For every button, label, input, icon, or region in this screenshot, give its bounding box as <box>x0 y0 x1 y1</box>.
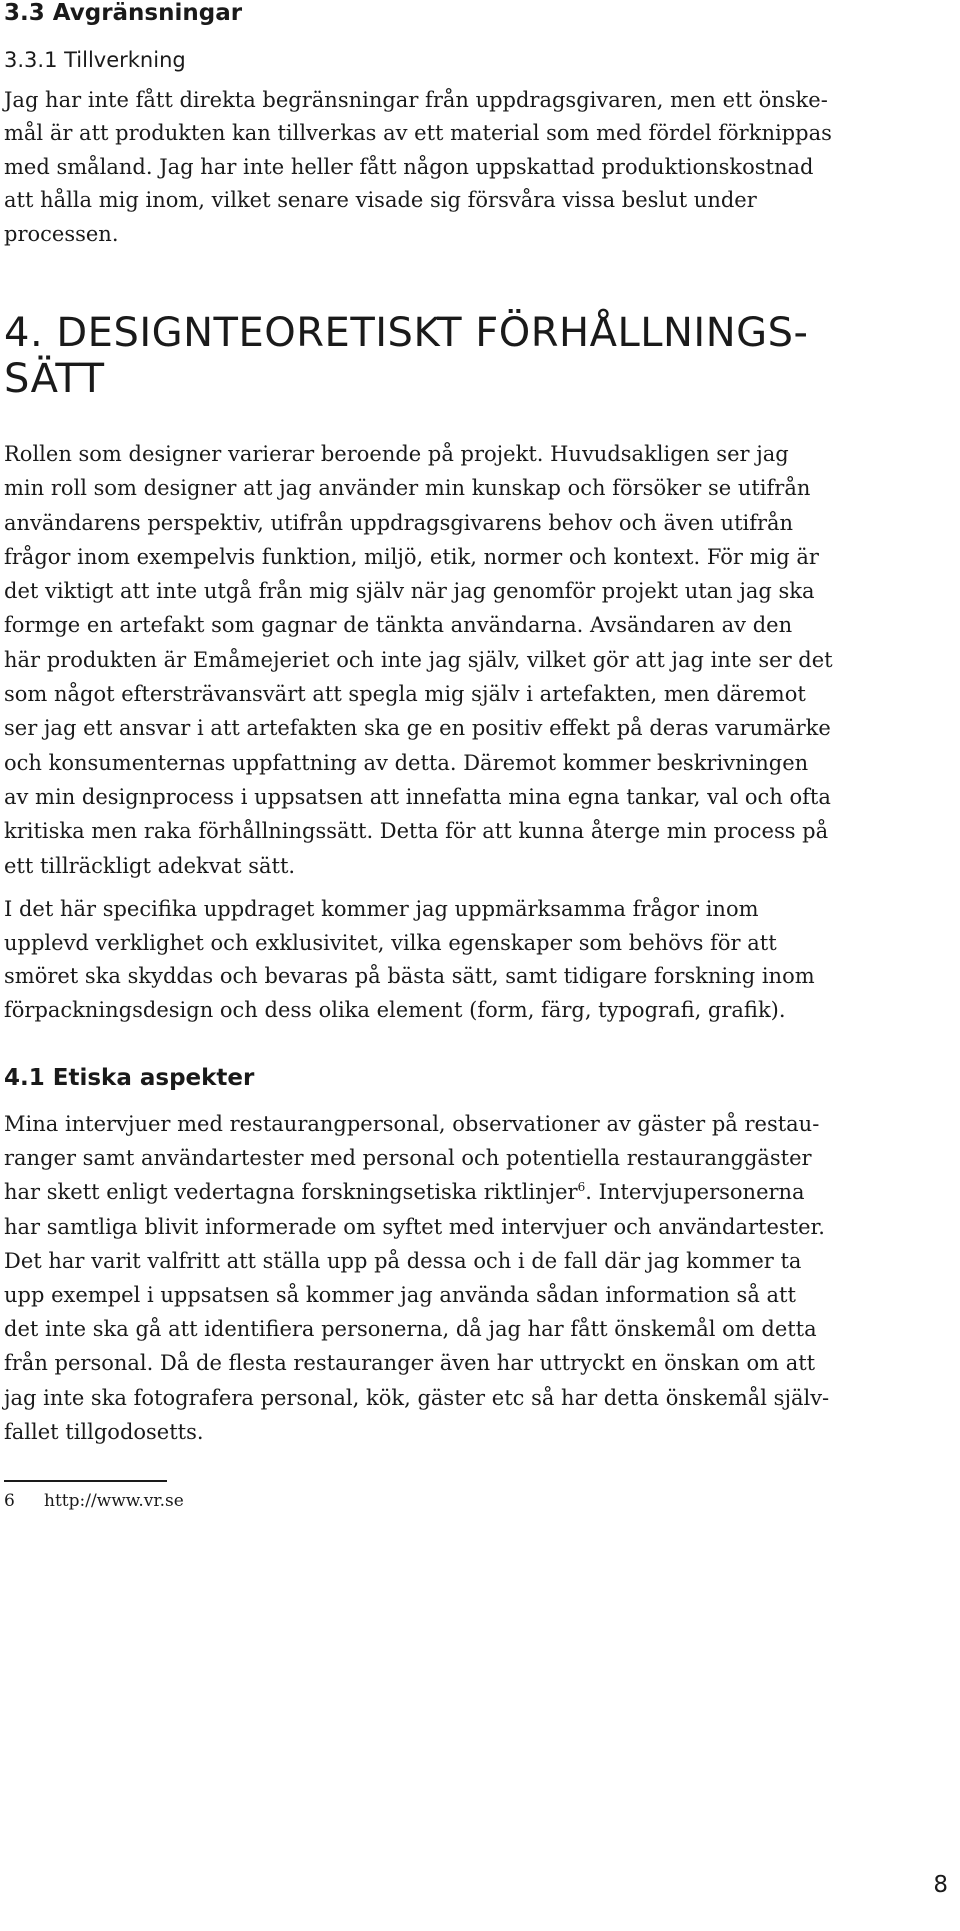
text-line: som något eftersträvansvärt att spegla mig själv i artefakten, men däremot <box>4 682 806 707</box>
text-line: frågor inom exempelvis funktion, miljö, etik, normer och kontext. För mig är <box>4 544 819 569</box>
text-line: av min designprocess i uppsatsen att innefatta mina egna tankar, val och ofta <box>4 784 831 809</box>
footnote-link[interactable]: http://www.vr.se <box>44 1491 184 1511</box>
footnote-number: 6 <box>4 1491 15 1511</box>
text-line: med småland. Jag har inte heller fått någon uppskattad produktionskostnad <box>4 154 814 179</box>
paragraph-etiska-aspekter <box>4 1107 954 1449</box>
text-line: fallet tillgodosetts. <box>4 1419 204 1444</box>
text-line: Det har varit valfritt att ställa upp på dessa och i de fall där jag kommer ta <box>4 1248 802 1273</box>
text-line: från personal. Då de flesta restauranger även har uttryckt en önskan om att <box>4 1351 816 1376</box>
section-heading-3-3: 3.3 Avgränsningar <box>4 0 243 26</box>
text-segment: har skett enligt vedertagna forskningsetiska riktlinjer <box>4 1180 578 1205</box>
text-line: Rollen som designer varierar beroende på projekt. Huvudsakligen ser jag <box>4 442 789 466</box>
section-heading-4-1: 4.1 Etiska aspekter <box>4 1065 255 1091</box>
text-line: förpackningsdesign och dess olika element (form, färg, typografi, grafik). <box>4 998 786 1023</box>
subsection-heading-3-3-1: 3.3.1 Tillverkning <box>4 48 186 72</box>
text-line: det viktigt att inte utgå från mig själv när jag genomför projekt utan jag ska <box>4 579 815 604</box>
text-line: det inte ska gå att identifiera personerna, då jag har fått önskemål om detta <box>4 1317 817 1342</box>
text-line: har samtliga blivit informerade om syftet med intervjuer och användartester. <box>4 1214 825 1239</box>
heading-line: SÄTT <box>4 356 105 402</box>
text-line: och konsumenternas uppfattning av detta. Däremot kommer beskrivningen <box>4 750 809 775</box>
text-line: ett tillräckligt adekvat sätt. <box>4 853 296 878</box>
page-number: 8 <box>933 1872 948 1898</box>
text-line: I det här specifika uppdraget kommer jag uppmärksamma frågor inom <box>4 897 759 921</box>
text-line: min roll som designer att jag använder min kunskap och försöker se utifrån <box>4 476 811 501</box>
footnote-divider <box>4 1480 167 1482</box>
text-line: kritiska men raka förhållningssätt. Detta för att kunna återge min process på <box>4 819 829 844</box>
text-line: att hålla mig inom, vilket senare visade sig försvåra vissa beslut under <box>4 188 757 213</box>
paragraph-designer-roll <box>4 437 954 883</box>
text-line: ranger samt användartester med personal och potentiella restauranggäster <box>4 1146 812 1171</box>
text-line: processen. <box>4 221 119 246</box>
footnote <box>4 1490 184 1512</box>
text-segment: . Intervjupersonerna <box>585 1180 805 1205</box>
text-line: smöret ska skyddas och bevaras på bästa sätt, samt tidigare forskning inom <box>4 964 815 989</box>
text-line: här produkten är Emåmejeriet och inte jag själv, vilket gör att jag inte ser det <box>4 647 833 672</box>
text-line: formge en artefakt som gagnar de tänkta användarna. Avsändaren av den <box>4 613 793 638</box>
heading-line: 4. DESIGNTEORETISKT FÖRHÅLLNINGS- <box>4 310 809 356</box>
text-line-with-footnote <box>4 1175 954 1209</box>
chapter-heading-4 <box>4 310 954 402</box>
text-line: upplevd verklighet och exklusivitet, vilka egenskaper som behövs för att <box>4 930 777 955</box>
footnote-reference[interactable]: 6 <box>577 1180 586 1195</box>
text-line: jag inte ska fotografera personal, kök, gäster etc så har detta önskemål själv- <box>4 1385 830 1410</box>
text-line: upp exempel i uppsatsen så kommer jag använda sådan information så att <box>4 1283 796 1308</box>
paragraph-tillverkning <box>4 84 954 251</box>
text-line: Mina intervjuer med restaurangpersonal, observationer av gäster på restau- <box>4 1112 820 1136</box>
text-line: användarens perspektiv, utifrån uppdragsgivarens behov och även utifrån <box>4 510 794 535</box>
text-line: Jag har inte fått direkta begränsningar från uppdragsgivaren, men ett önske- <box>4 88 828 112</box>
paragraph-uppdrag <box>4 893 954 1028</box>
text-line: mål är att produkten kan tillverkas av ett material som med fördel förknippas <box>4 121 832 146</box>
text-line: ser jag ett ansvar i att artefakten ska ge en positiv effekt på deras varumärke <box>4 716 831 741</box>
